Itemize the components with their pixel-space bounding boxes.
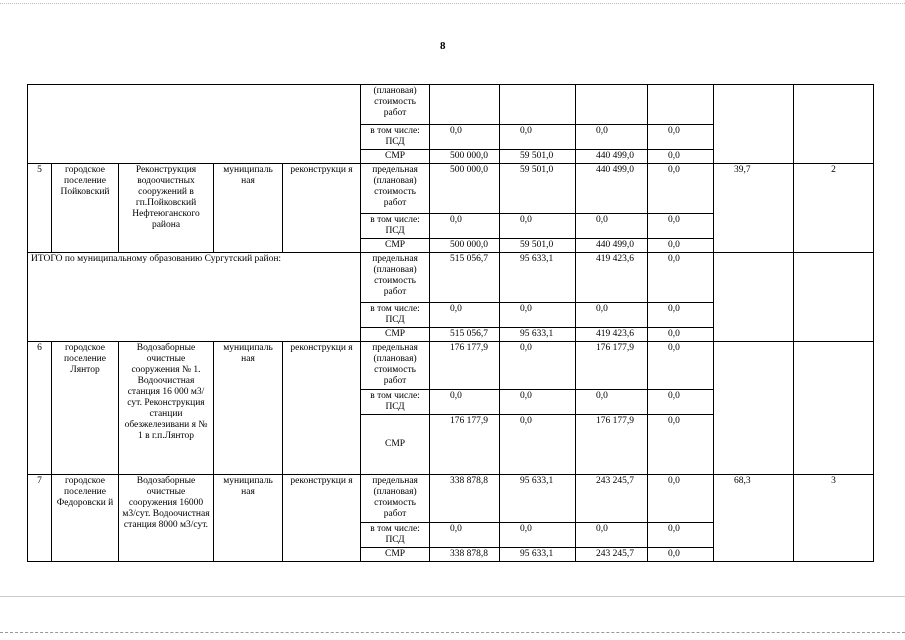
- row-number: 6: [28, 342, 52, 475]
- table-row: ИТОГО по муниципальному образованию Сургутский район: предельная (плановая) стоимость работ 515 056,7 95 633,1 419 423,6 0,0: [28, 253, 874, 303]
- investment-table: [27, 84, 874, 562]
- extra-value: 39,7: [714, 164, 794, 253]
- smr-label: СМР: [361, 150, 430, 164]
- object-name: Водозаборные очистные сооружения 16000 м3/сут. Водоочистная станция 8000 м3/сут.: [119, 475, 214, 562]
- extra-value: 68,3: [714, 475, 794, 562]
- table-row: СМР 500 000,0 59 501,0 440 499,0 0,0: [28, 150, 874, 164]
- continuation-empty: [28, 85, 361, 164]
- psd-label: в том числе: ПСД: [361, 125, 430, 150]
- row-number: 7: [28, 475, 52, 562]
- row-number: 5: [28, 164, 52, 253]
- work-type: реконструкци я: [283, 475, 361, 562]
- ownership: муниципаль ная: [214, 342, 283, 475]
- table-row: СМР 176 177,9 0,0 176 177,9 0,0: [28, 415, 874, 475]
- table-row: СМР 500 000,0 59 501,0 440 499,0 0,0: [28, 239, 874, 253]
- work-type: реконструкци я: [283, 342, 361, 475]
- scan-edge-top: [0, 3, 905, 4]
- planned-cost-label: (плановая) стоимость работ: [361, 85, 430, 125]
- table-row: в том числе: ПСД 0,0 0,0 0,0 0,0: [28, 523, 874, 548]
- settlement: городское поселение Пойковский: [52, 164, 119, 253]
- total-label: ИТОГО по муниципальному образованию Сургутский район:: [28, 253, 361, 342]
- ownership: муниципаль ная: [214, 164, 283, 253]
- table-row: СМР 338 878,8 95 633,1 243 245,7 0,0: [28, 548, 874, 562]
- scan-edge-bottom: [0, 632, 905, 633]
- settlement: городское поселение Лянтор: [52, 342, 119, 475]
- object-name: Реконструкция водоочистных сооружений в гп.Пойковский Нефтеюганского района: [119, 164, 214, 253]
- table-row: 6 городское поселение Лянтор Водозаборные очистные сооружения № 1. Водоочистная станция 16 000 м3/сут. Реконструкция станции обезжелезивани я № 1 в г.п.Лянтор муниципаль ная реконструкци я предельная (плановая) стоимость работ 176 177,9 0,0 176 177,9 0,0: [28, 342, 874, 390]
- extra-rank: 3: [794, 475, 874, 562]
- table-row: 7 городское поселение Федоровски й Водозаборные очистные сооружения 16000 м3/сут. Водоочистная станция 8000 м3/сут. муниципаль ная реконструкци я предельная (плановая) стоимость работ 338 878,8 95 633,1 243 245,7 0,0 68,3 3: [28, 475, 874, 523]
- table-row: 5 городское поселение Пойковский Реконструкция водоочистных сооружений в гп.Пойковский Нефтеюганского района муниципаль ная реконструкци я предельная (плановая) стоимость работ 500 000,0 59 501,0 440 499,0 0,0 39,7 2: [28, 164, 874, 214]
- object-name: Водозаборные очистные сооружения № 1. Водоочистная станция 16 000 м3/сут. Реконструкция станции обезжелезивани я № 1 в г.п.Лянтор: [119, 342, 214, 475]
- scan-edge-line: [0, 596, 905, 597]
- table-row: в том числе: ПСД 0,0 0,0 0,0 0,0: [28, 214, 874, 239]
- ownership: муниципаль ная: [214, 475, 283, 562]
- planned-cost-label: предельная (плановая) стоимость работ: [361, 164, 430, 214]
- settlement: городское поселение Федоровски й: [52, 475, 119, 562]
- page-number: 8: [440, 40, 446, 52]
- table-row: [28, 85, 874, 125]
- table-row: в том числе: ПСД 0,0 0,0 0,0 0,0: [28, 125, 874, 150]
- table-row: СМР 515 056,7 95 633,1 419 423,6 0,0: [28, 328, 874, 342]
- table-row: в том числе: ПСД 0,0 0,0 0,0 0,0: [28, 303, 874, 328]
- work-type: реконструкци я: [283, 164, 361, 253]
- table-row: в том числе: ПСД 0,0 0,0 0,0 0,0: [28, 390, 874, 415]
- extra-rank: 2: [794, 164, 874, 253]
